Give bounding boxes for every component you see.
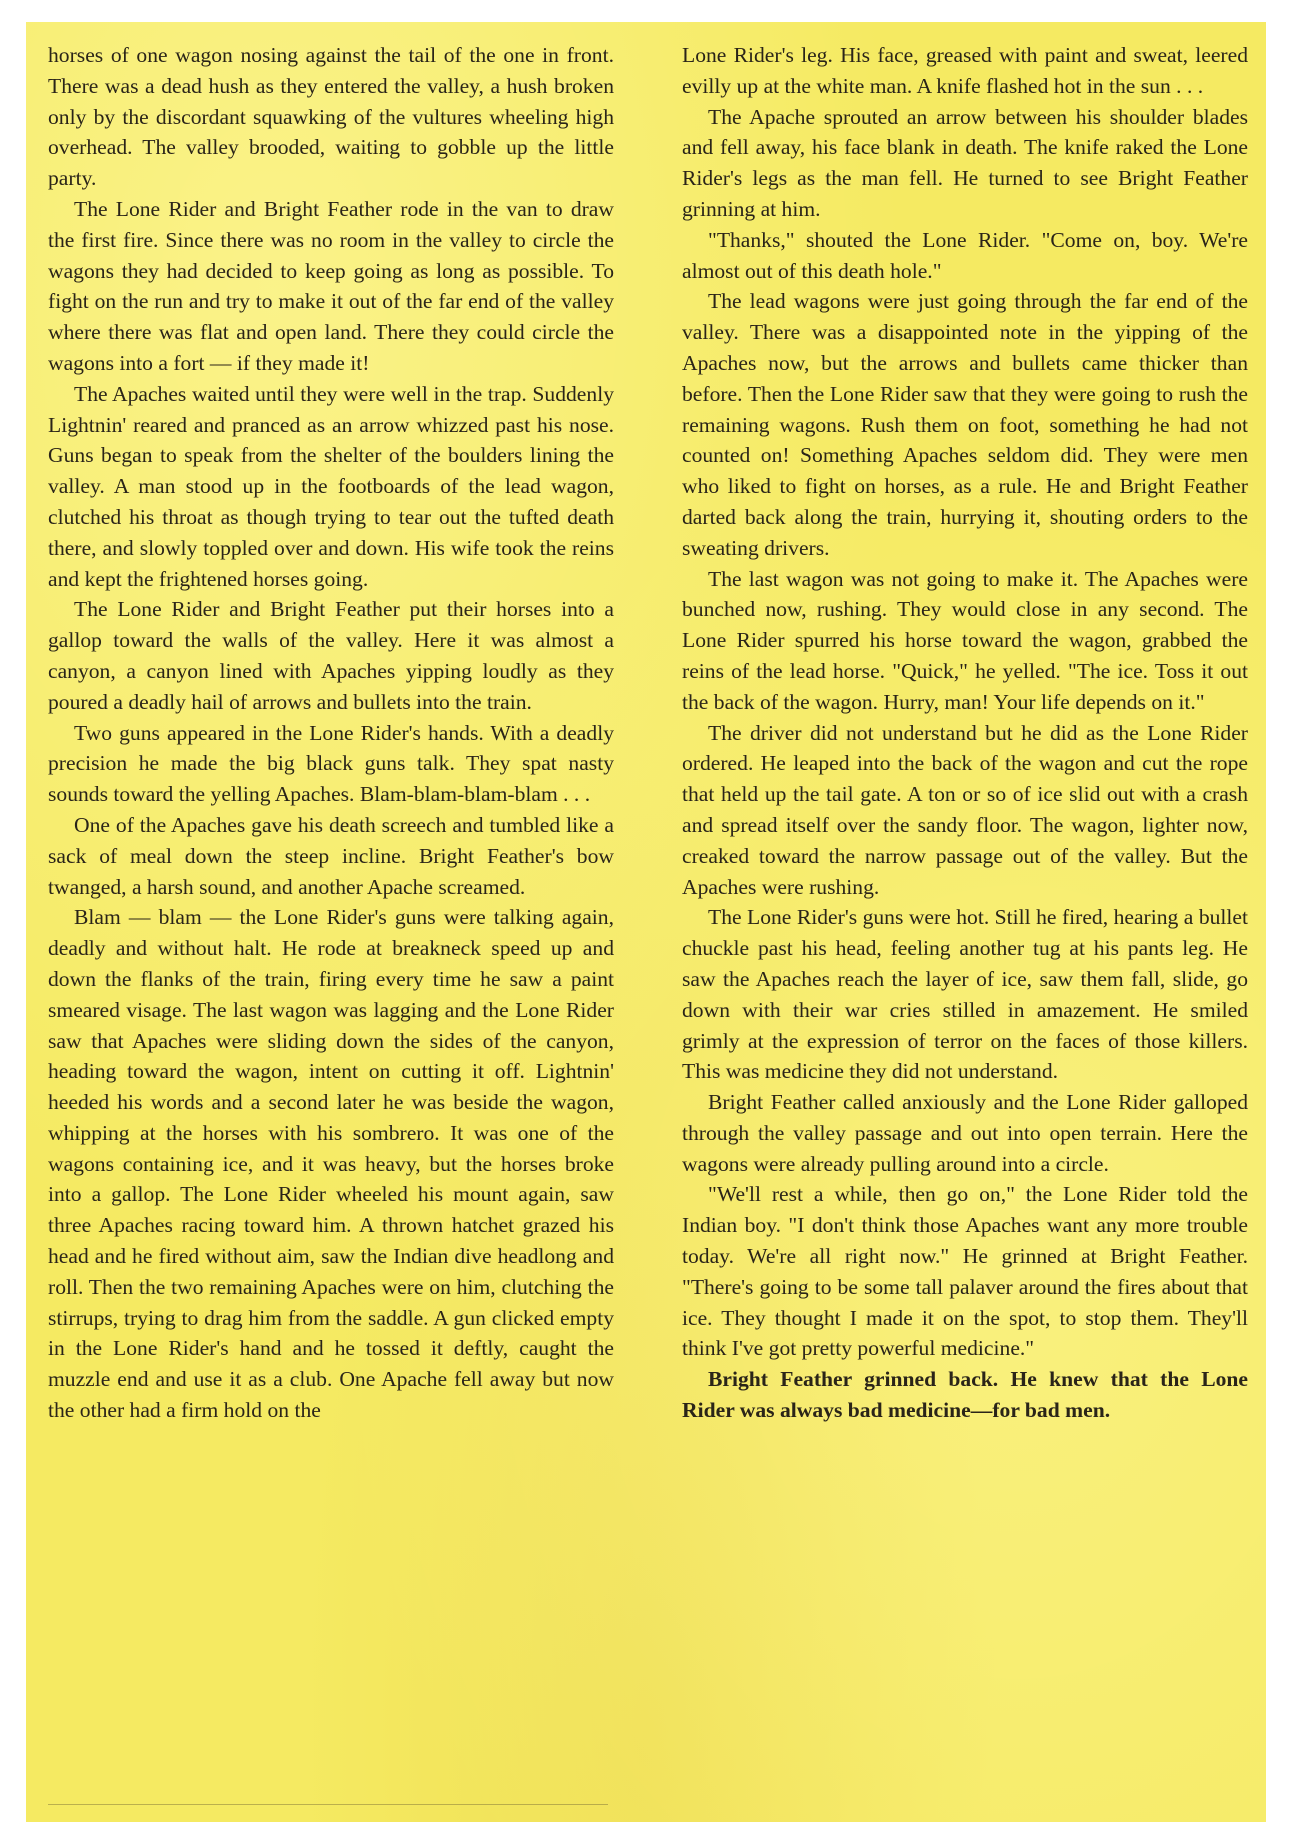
paragraph: horses of one wagon nosing against the tail of the one in front. There was a dead hush as they entered the valley, a hush broken only by the discordant squawking of the vultures wheeling high overhead. The valley brooded, waiting to gobble up the little party. — [48, 43, 614, 191]
paragraph: One of the Apaches gave his death screech and tumbled like a sack of meal down the steep incline. Bright Feather's bow twanged, a harsh sound, and another Apache screamed. — [48, 812, 614, 899]
paragraph: Two guns appeared in the Lone Rider's hands. With a deadly precision he made the big black guns talk. They spat nasty sounds toward the yelling Apaches. Blam-blam-blam-blam . . . — [48, 720, 614, 807]
paragraph: Lone Rider's leg. His face, greased with paint and sweat, leered evilly up at the white man. A knife flashed hot in the sun . . . — [682, 43, 1248, 98]
paragraph: The Apache sprouted an arrow between his shoulder blades and fell away, his face blank in death. The knife raked the Lone Rider's legs as the man fell. He turned to see Bright Feather grinning at him. — [682, 104, 1248, 221]
paragraph: "Thanks," shouted the Lone Rider. "Come on, boy. We're almost out of this death hole." — [682, 227, 1248, 283]
paragraph: The Apaches waited until they were well in the trap. Suddenly Lightnin' reared and pranced as an arrow whizzed past his nose. Guns began to speak from the shelter of the boulders lining the valley. A man stood up in the footboards of the lead wagon, clutched his throat as though trying to tear out the tufted death there, and slowly toppled over and down. His wife took the reins and kept the frightened horses going. — [48, 381, 614, 591]
paragraph: The Lone Rider and Bright Feather put their horses into a gallop toward the walls of the valley. Here it was almost a canyon, a canyon lined with Apaches yipping loudly as they poured a deadly hail of arrows and bullets into the train. — [48, 597, 614, 714]
right-column — [682, 40, 1248, 1426]
paragraph: "We'll rest a while, then go on," the Lone Rider told the Indian boy. "I don't think those Apaches want any more trouble today. We're all right now." He grinned at Bright Feather. "There's going to be some tall palaver around the fires about that ice. They thought I made it on the spot, to stop them. They'll think I've got pretty powerful medicine." — [682, 1182, 1248, 1361]
final-paragraph: Bright Feather grinned back. He knew that the Lone Rider was always bad medicine—for bad men. — [682, 1367, 1248, 1423]
paragraph: The Lone Rider and Bright Feather rode in the van to draw the first fire. Since there was no room in the valley to circle the wagons they had decided to keep going as long as possible. To fight on the run and try to make it out of the far end of the valley where there was flat and open land. There they could circle the wagons into a fort — if they made it! — [48, 196, 614, 375]
page-scan — [26, 22, 1266, 1822]
page-rule — [48, 1804, 608, 1805]
left-column — [48, 40, 614, 1426]
paragraph: Blam — blam — the Lone Rider's guns were talking again, deadly and without halt. He rode at breakneck speed up and down the flanks of the train, firing every time he saw a paint smeared visage. The last wagon was lagging and the Lone Rider saw that Apaches were sliding down the sides of the canyon, heading toward the wagon, intent on cutting it off. Lightnin' heeded his words and a second later he was beside the wagon, whipping at the horses with his sombrero. It was one of the wagons containing ice, and it was heavy, but the horses broke into a gallop. The Lone Rider wheeled his mount again, saw three Apaches racing toward him. A thrown hatchet grazed his head and he fired without aim, saw the Indian dive headlong and roll. Then the two remaining Apaches were on him, clutching the stirrups, trying to drag him from the saddle. A gun clicked empty in the Lone Rider's hand and he tossed it deftly, caught the muzzle end and use it as a club. One Apache fell away but now the other had a firm hold on the — [48, 905, 614, 1423]
paragraph: Bright Feather called anxiously and the Lone Rider galloped through the valley passage and out into open terrain. Here the wagons were already pulling around into a circle. — [682, 1090, 1248, 1176]
paragraph: The Lone Rider's guns were hot. Still he fired, hearing a bullet chuckle past his head, feeling another tug at his pants leg. He saw the Apaches reach the layer of ice, saw them fall, slide, go down with their war cries stilled in amazement. He smiled grimly at the expression of terror on the faces of those killers. This was medicine they did not understand. — [682, 905, 1248, 1084]
paragraph: The last wagon was not going to make it. The Apaches were bunched now, rushing. They would close in any second. The Lone Rider spurred his horse toward the wagon, grabbed the reins of the lead horse. "Quick," he yelled. "The ice. Toss it out the back of the wagon. Hurry, man! Your life depends on it." — [682, 566, 1248, 714]
paragraph: The driver did not understand but he did as the Lone Rider ordered. He leaped into the back of the wagon and cut the rope that held up the tail gate. A ton or so of ice slid out with a crash and spread itself over the sandy floor. The wagon, lighter now, creaked toward the narrow passage out of the valley. But the Apaches were rushing. — [682, 720, 1248, 899]
paragraph: The lead wagons were just going through the far end of the valley. There was a disappointed note in the yipping of the Apaches now, but the arrows and bullets came thicker than before. Then the Lone Rider saw that they were going to rush the remaining wagons. Rush them on foot, something he had not counted on! Something Apaches seldom did. They were men who liked to fight on horses, as a rule. He and Bright Feather darted back along the train, hurrying it, shouting orders to the sweating drivers. — [682, 289, 1248, 560]
